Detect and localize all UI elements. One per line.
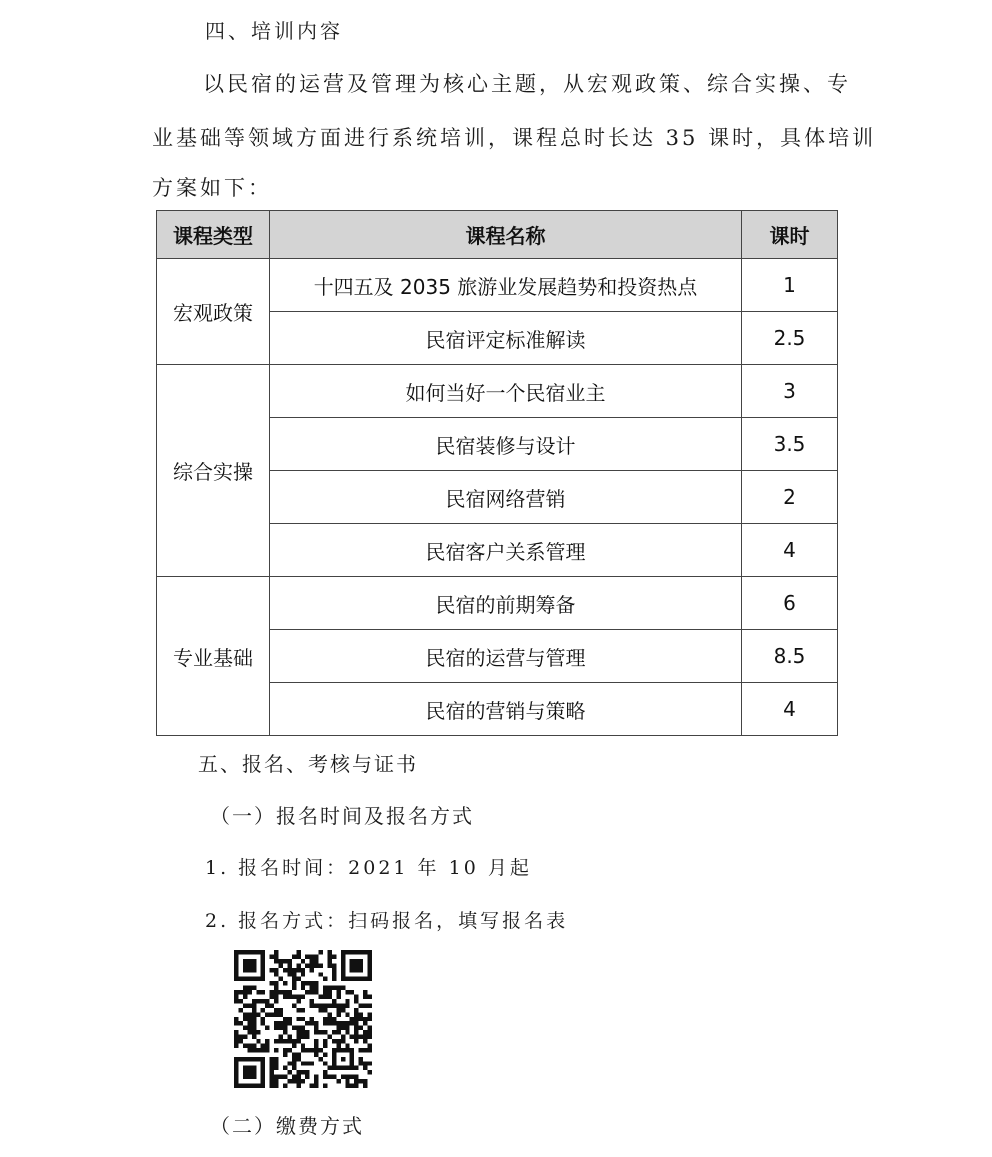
course-hours-cell: 1 <box>742 259 838 312</box>
course-type-cell: 专业基础 <box>157 577 270 736</box>
intro-paragraph-line-2: 业基础等领域方面进行系统培训，课程总时长达 35 课时，具体培训 <box>152 126 877 150</box>
intro-paragraph-line-3: 方案如下： <box>152 176 272 200</box>
course-hours-cell: 2 <box>742 471 838 524</box>
header-hours: 课时 <box>742 211 838 259</box>
course-name-cell: 民宿的前期筹备 <box>270 577 742 630</box>
table-row <box>157 577 838 630</box>
section-5-heading: 五、报名、考核与证书 <box>198 752 418 776</box>
course-hours-cell: 4 <box>742 524 838 577</box>
course-type-cell: 宏观政策 <box>157 259 270 365</box>
course-name-cell: 民宿的运营与管理 <box>270 630 742 683</box>
course-name-cell: 民宿网络营销 <box>270 471 742 524</box>
course-hours-cell: 2.5 <box>742 312 838 365</box>
registration-method-item: 2. 报名方式：扫码报名，填写报名表 <box>205 910 569 932</box>
table-header-row <box>157 211 838 259</box>
course-name-cell: 民宿装修与设计 <box>270 418 742 471</box>
course-name-cell: 如何当好一个民宿业主 <box>270 365 742 418</box>
header-course-type: 课程类型 <box>157 211 270 259</box>
subsection-payment-heading: （二）缴费方式 <box>210 1114 364 1138</box>
course-name-cell: 民宿评定标准解读 <box>270 312 742 365</box>
course-type-cell: 综合实操 <box>157 365 270 577</box>
course-hours-cell: 3.5 <box>742 418 838 471</box>
course-table <box>156 210 838 736</box>
course-hours-cell: 4 <box>742 683 838 736</box>
section-4-heading: 四、培训内容 <box>205 19 343 43</box>
table-row <box>157 365 838 418</box>
registration-time-item: 1. 报名时间：2021 年 10 月起 <box>205 857 532 879</box>
course-hours-cell: 8.5 <box>742 630 838 683</box>
table-row <box>157 259 838 312</box>
course-name-cell: 民宿客户关系管理 <box>270 524 742 577</box>
subsection-registration-heading: （一）报名时间及报名方式 <box>210 804 474 828</box>
course-name-cell: 十四五及 2035 旅游业发展趋势和投资热点 <box>270 259 742 312</box>
intro-paragraph-line-1: 以民宿的运营及管理为核心主题，从宏观政策、综合实操、专 <box>203 72 851 96</box>
course-name-cell: 民宿的营销与策略 <box>270 683 742 736</box>
course-hours-cell: 6 <box>742 577 838 630</box>
qr-code-icon[interactable] <box>234 950 372 1088</box>
course-hours-cell: 3 <box>742 365 838 418</box>
header-course-name: 课程名称 <box>270 211 742 259</box>
